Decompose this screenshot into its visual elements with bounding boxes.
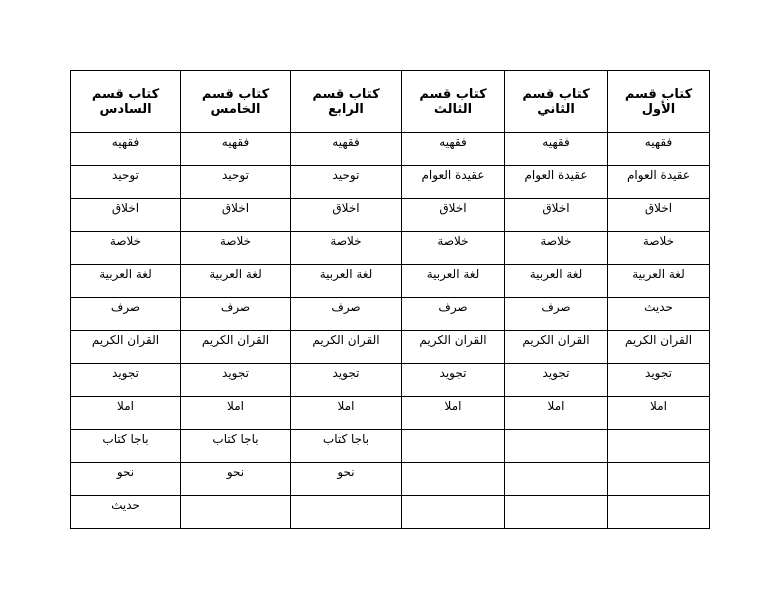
- table-cell: [505, 463, 608, 496]
- table-cell: توحيد: [291, 166, 402, 199]
- header-cell: كتاب قسم الأول: [608, 71, 710, 133]
- table-cell: القران الكريم: [181, 331, 291, 364]
- table-cell: القران الكريم: [608, 331, 710, 364]
- table-row: [71, 430, 710, 463]
- table-cell: باجا كتاب: [71, 430, 181, 463]
- header-row: [71, 71, 710, 133]
- table-cell: [402, 496, 505, 529]
- table-cell: صرف: [402, 298, 505, 331]
- table-cell: لغة العربية: [291, 265, 402, 298]
- table-row: [71, 331, 710, 364]
- table-row: [71, 166, 710, 199]
- table-cell: املا: [402, 397, 505, 430]
- table-cell: [608, 430, 710, 463]
- table-cell: [505, 496, 608, 529]
- table-cell: عقيدة العوام: [402, 166, 505, 199]
- table-cell: [291, 496, 402, 529]
- table-cell: خلاصة: [71, 232, 181, 265]
- table-cell: خلاصة: [291, 232, 402, 265]
- table-cell: فقهيه: [71, 133, 181, 166]
- table-row: [71, 463, 710, 496]
- table-cell: صرف: [291, 298, 402, 331]
- table-cell: فقهيه: [402, 133, 505, 166]
- table-cell: اخلاق: [608, 199, 710, 232]
- table-cell: صرف: [505, 298, 608, 331]
- table-cell: [505, 430, 608, 463]
- table-row: [71, 265, 710, 298]
- table-row: [71, 298, 710, 331]
- table-cell: فقهيه: [608, 133, 710, 166]
- table-cell: املا: [608, 397, 710, 430]
- table-cell: لغة العربية: [608, 265, 710, 298]
- table-cell: [402, 463, 505, 496]
- table-cell: تجويد: [291, 364, 402, 397]
- table-cell: املا: [291, 397, 402, 430]
- table-cell: [402, 430, 505, 463]
- table-cell: املا: [505, 397, 608, 430]
- table-cell: [608, 463, 710, 496]
- table-cell: [181, 496, 291, 529]
- table-cell: اخلاق: [402, 199, 505, 232]
- header-cell: كتاب قسم الثالث: [402, 71, 505, 133]
- table-row: [71, 364, 710, 397]
- table-row: [71, 397, 710, 430]
- table-cell: املا: [181, 397, 291, 430]
- table-cell: نحو: [291, 463, 402, 496]
- table-cell: صرف: [71, 298, 181, 331]
- table-cell: لغة العربية: [505, 265, 608, 298]
- table-cell: القران الكريم: [505, 331, 608, 364]
- header-cell: كتاب قسم الثاني: [505, 71, 608, 133]
- header-cell: كتاب قسم السادس: [71, 71, 181, 133]
- table-cell: تجويد: [402, 364, 505, 397]
- table-cell: تجويد: [505, 364, 608, 397]
- table-cell: خلاصة: [402, 232, 505, 265]
- table-cell: [608, 496, 710, 529]
- table-cell: لغة العربية: [181, 265, 291, 298]
- table-cell: القران الكريم: [402, 331, 505, 364]
- table-cell: فقهيه: [181, 133, 291, 166]
- table-cell: خلاصة: [608, 232, 710, 265]
- table-cell: صرف: [181, 298, 291, 331]
- table-cell: توحيد: [71, 166, 181, 199]
- table-cell: اخلاق: [505, 199, 608, 232]
- table-cell: اخلاق: [71, 199, 181, 232]
- table-cell: فقهيه: [291, 133, 402, 166]
- table-cell: فقهيه: [505, 133, 608, 166]
- table-cell: تجويد: [71, 364, 181, 397]
- table-cell: القران الكريم: [291, 331, 402, 364]
- curriculum-table: [70, 70, 710, 529]
- table-cell: باجا كتاب: [291, 430, 402, 463]
- table-cell: خلاصة: [181, 232, 291, 265]
- table-cell: تجويد: [181, 364, 291, 397]
- table-cell: نحو: [181, 463, 291, 496]
- table-cell: املا: [71, 397, 181, 430]
- header-cell: كتاب قسم الرابع: [291, 71, 402, 133]
- table-cell: توحيد: [181, 166, 291, 199]
- table-row: [71, 232, 710, 265]
- table-cell: حديث: [71, 496, 181, 529]
- table-cell: نحو: [71, 463, 181, 496]
- table-cell: عقيدة العوام: [505, 166, 608, 199]
- header-cell: كتاب قسم الخامس: [181, 71, 291, 133]
- table-cell: اخلاق: [181, 199, 291, 232]
- table-row: [71, 199, 710, 232]
- table-row: [71, 496, 710, 529]
- table-cell: خلاصة: [505, 232, 608, 265]
- table-row: [71, 133, 710, 166]
- table-cell: القران الكريم: [71, 331, 181, 364]
- table-cell: حديث: [608, 298, 710, 331]
- table-cell: عقيدة العوام: [608, 166, 710, 199]
- table-cell: باجا كتاب: [181, 430, 291, 463]
- table-cell: اخلاق: [291, 199, 402, 232]
- table-cell: لغة العربية: [71, 265, 181, 298]
- table-cell: لغة العربية: [402, 265, 505, 298]
- table-cell: تجويد: [608, 364, 710, 397]
